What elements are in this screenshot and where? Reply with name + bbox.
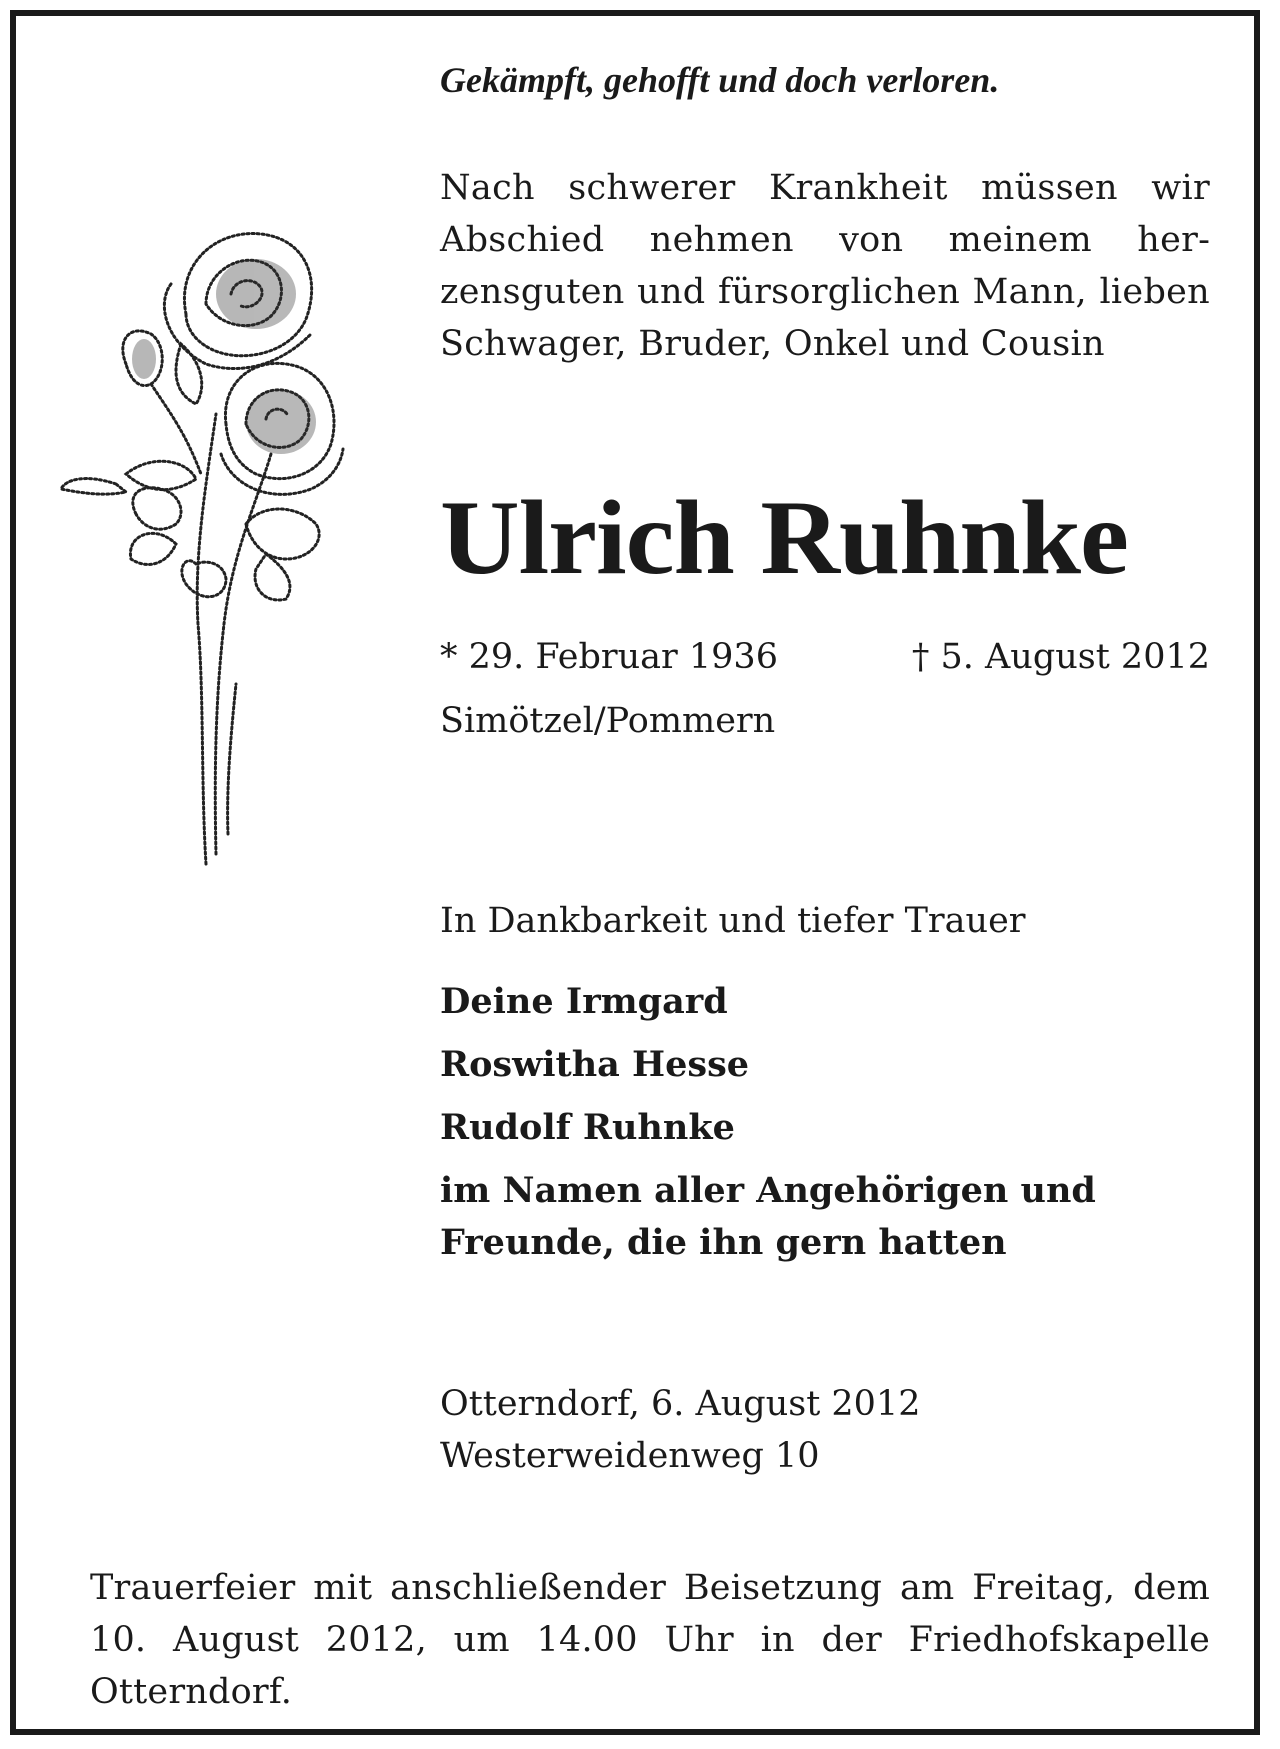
birthplace: Simötzel/Pommern [440, 701, 776, 741]
mourners-others: im Namen aller Angehörigen und Freunde, die ihn gern hatten [440, 1170, 1096, 1263]
intro-text: Nach schwerer Krankheit müssen wir Abschied nehmen von meinem herzensguten und fürsorglichen Mann, lieben Schwager, Bruder, Onkel und Cousin [440, 168, 1210, 364]
mourner-name: Deine Irmgard [440, 981, 728, 1022]
rose-illustration-icon [56, 224, 386, 884]
obituary-notice [10, 10, 1260, 1735]
mourning-line: In Dankbarkeit und tiefer Trauer [440, 901, 1026, 941]
mourners-list [440, 976, 1210, 1269]
deceased-name: Ulrich Ruhnke [440, 479, 1128, 596]
mourner-name: Rudolf Ruhnke [440, 1107, 735, 1148]
service-details: Trauerfeier mit anschließender Beisetzung am Freitag, dem 10. August 2012, um 14.00 Uhr in der Friedhofskapelle Otterndorf. [90, 1568, 1210, 1712]
mourner-name: Roswitha Hesse [440, 1044, 750, 1085]
place-and-address [440, 1378, 1210, 1482]
address: Westerweidenweg 10 [440, 1436, 820, 1476]
place-date: Otterndorf, 6. August 2012 [440, 1384, 921, 1424]
motto: Gekämpft, gehofft und doch verloren. [440, 60, 1000, 100]
birth-date: * 29. Februar 1936 [440, 637, 778, 677]
death-date: † 5. August 2012 [911, 637, 1210, 677]
life-dates [440, 632, 1210, 682]
